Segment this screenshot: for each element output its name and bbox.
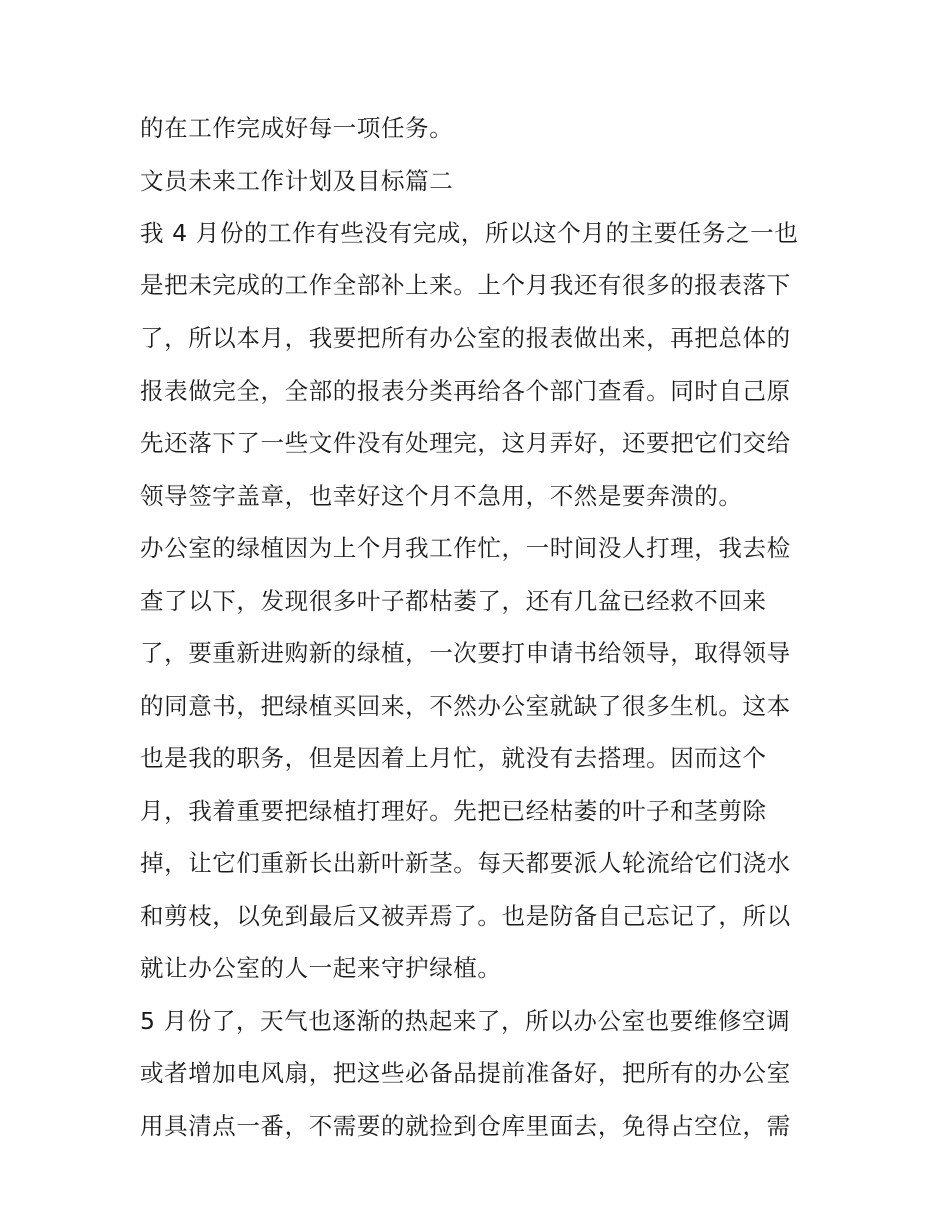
text-line: 用具清点一番，不需要的就捡到仓库里面去，免得占空位，需 [140, 1112, 791, 1140]
text-line: 查了以下，发现很多叶子都枯萎了，还有几盆已经救不回来 [140, 587, 767, 615]
text-line: 先还落下了一些文件没有处理完，这月弄好，还要把它们交给 [140, 429, 791, 457]
text-line: 也是我的职务，但是因着上月忙，就没有去搭理。因而这个 [140, 744, 767, 772]
text-line: 或者增加电风扇，把这些必备品提前准备好，把所有的办公室 [140, 1059, 791, 1087]
text-line: 5 月份了，天气也逐渐的热起来了，所以办公室也要维修空调 [140, 1007, 791, 1035]
text-line: 办公室的绿植因为上个月我工作忙，一时间没人打理，我去检 [140, 534, 791, 562]
text-line: 就让办公室的人一起来守护绿植。 [140, 954, 502, 982]
text-line: 掉，让它们重新长出新叶新茎。每天都要派人轮流给它们浇水 [140, 849, 791, 877]
text-line: 我 4 月份的工作有些没有完成，所以这个月的主要任务之一也 [140, 219, 799, 247]
text-line: 了，要重新进购新的绿植，一次要打申请书给领导，取得领导 [140, 639, 791, 667]
text-line: 月，我着重要把绿植打理好。先把已经枯萎的叶子和茎剪除 [140, 797, 767, 825]
section-heading: 文员未来工作计划及目标篇二 [140, 167, 454, 195]
text-line: 的在工作完成好每一项任务。 [140, 114, 454, 142]
text-line: 报表做完全，全部的报表分类再给各个部门查看。同时自己原 [140, 377, 791, 405]
text-line: 的同意书，把绿植买回来，不然办公室就缺了很多生机。这本 [140, 692, 791, 720]
text-line: 和剪枝，以免到最后又被弄焉了。也是防备自己忘记了，所以 [140, 902, 791, 930]
text-line: 是把未完成的工作全部补上来。上个月我还有很多的报表落下 [140, 271, 791, 299]
text-line: 了，所以本月，我要把所有办公室的报表做出来，再把总体的 [140, 324, 791, 352]
text-line: 领导签字盖章，也幸好这个月不急用，不然是要奔溃的。 [140, 482, 743, 510]
